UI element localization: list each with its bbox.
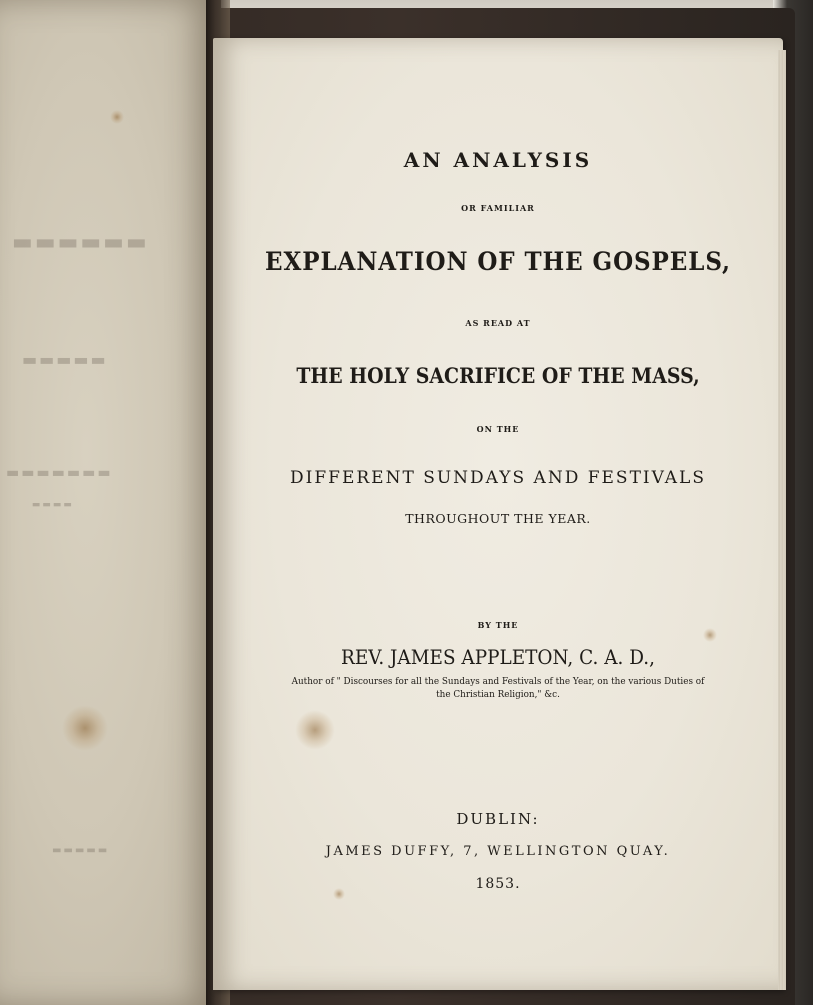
show-through-text: ▬▬▬▬▬▬ — [10, 230, 147, 255]
show-through-text: ▬▬▬▬ — [30, 500, 73, 510]
imprint-publisher: JAMES DUFFY, 7, WELLINGTON QUAY. — [325, 844, 671, 859]
page-edges — [778, 50, 786, 990]
title-line-analysis: AN ANALYSIS — [403, 148, 593, 172]
title-line-on-the: ON THE — [476, 424, 520, 434]
author-name: REV. JAMES APPLETON, C. A. D., — [340, 645, 656, 669]
show-through-text: ▬▬▬▬▬ — [20, 350, 106, 369]
title-line-explanation: EXPLANATION OF THE GOSPELS, — [265, 247, 731, 276]
foxing-stain — [62, 705, 108, 751]
title-line-familiar: OR FAMILIAR — [461, 203, 535, 213]
imprint-year: 1853. — [475, 876, 521, 892]
show-through-text: ▬▬▬▬▬▬▬ — [4, 465, 111, 481]
foxing-stain — [110, 110, 124, 124]
foxing-stain — [703, 628, 717, 642]
foxing-stain — [295, 710, 335, 750]
title-line-throughout: THROUGHOUT THE YEAR. — [405, 511, 591, 526]
title-line-by-the: BY THE — [477, 620, 519, 630]
imprint-city: DUBLIN: — [456, 810, 540, 828]
show-through-text: ▬▬▬▬▬ — [50, 845, 108, 856]
title-line-holy-sacrifice: THE HOLY SACRIFICE OF THE MASS, — [296, 363, 700, 388]
title-line-as-read: AS READ AT — [465, 318, 531, 328]
foxing-stain — [333, 888, 345, 900]
title-page — [213, 38, 783, 990]
title-line-different-sundays: DIFFERENT SUNDAYS AND FESTIVALS — [290, 468, 706, 488]
author-note-line-2: the Christian Religion," &c. — [436, 689, 560, 700]
left-endpaper — [0, 0, 221, 1005]
author-note-line-1: Author of " Discourses for all the Sundays and Festivals of the Year, on the various Duties of — [291, 676, 705, 687]
